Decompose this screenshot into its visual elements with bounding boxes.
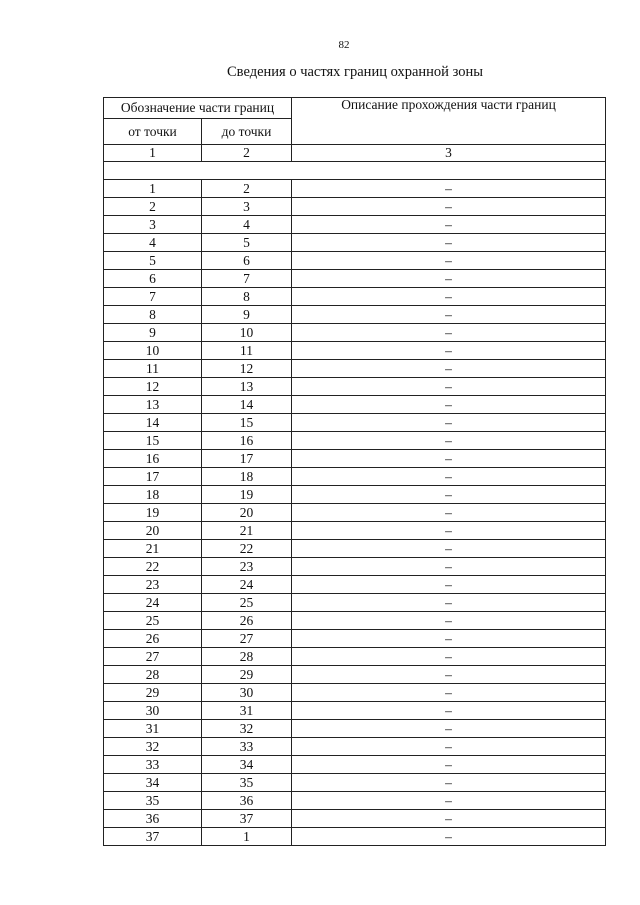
- from-point-cell: 6: [104, 270, 202, 288]
- from-point-cell: 33: [104, 756, 202, 774]
- description-cell: –: [292, 432, 606, 450]
- description-cell: –: [292, 504, 606, 522]
- table-row: [104, 396, 606, 414]
- from-point-cell: 18: [104, 486, 202, 504]
- to-point-cell: 13: [202, 378, 292, 396]
- description-cell: –: [292, 198, 606, 216]
- description-cell: –: [292, 288, 606, 306]
- to-point-cell: 1: [202, 828, 292, 846]
- table-row: [104, 288, 606, 306]
- from-point-cell: 29: [104, 684, 202, 702]
- to-point-cell: 17: [202, 450, 292, 468]
- description-cell: –: [292, 180, 606, 198]
- description-cell: –: [292, 234, 606, 252]
- to-point-cell: 23: [202, 558, 292, 576]
- from-point-cell: 27: [104, 648, 202, 666]
- from-point-cell: 12: [104, 378, 202, 396]
- to-point-cell: 14: [202, 396, 292, 414]
- to-point-cell: 11: [202, 342, 292, 360]
- from-point-cell: 5: [104, 252, 202, 270]
- table-row: [104, 792, 606, 810]
- table-row: [104, 810, 606, 828]
- from-point-cell: 22: [104, 558, 202, 576]
- table-row: [104, 270, 606, 288]
- from-point-cell: 34: [104, 774, 202, 792]
- to-point-cell: 21: [202, 522, 292, 540]
- description-cell: –: [292, 486, 606, 504]
- description-cell: –: [292, 612, 606, 630]
- from-point-cell: 8: [104, 306, 202, 324]
- table-row: [104, 540, 606, 558]
- from-point-cell: 25: [104, 612, 202, 630]
- to-point-cell: 5: [202, 234, 292, 252]
- from-point-cell: 15: [104, 432, 202, 450]
- description-cell: –: [292, 810, 606, 828]
- column-number: 3: [292, 145, 606, 162]
- description-cell: –: [292, 756, 606, 774]
- description-cell: –: [292, 378, 606, 396]
- description-cell: –: [292, 738, 606, 756]
- to-point-cell: 19: [202, 486, 292, 504]
- from-point-cell: 7: [104, 288, 202, 306]
- designation-header: Обозначение части границ: [104, 98, 292, 119]
- from-point-cell: 36: [104, 810, 202, 828]
- to-point-header: до точки: [202, 119, 292, 145]
- from-point-cell: 35: [104, 792, 202, 810]
- table-row: [104, 738, 606, 756]
- description-cell: –: [292, 324, 606, 342]
- to-point-cell: 28: [202, 648, 292, 666]
- to-point-cell: 24: [202, 576, 292, 594]
- to-point-cell: 36: [202, 792, 292, 810]
- description-cell: –: [292, 360, 606, 378]
- description-cell: –: [292, 414, 606, 432]
- to-point-cell: 20: [202, 504, 292, 522]
- from-point-cell: 21: [104, 540, 202, 558]
- from-point-cell: 14: [104, 414, 202, 432]
- description-cell: –: [292, 522, 606, 540]
- description-cell: –: [292, 558, 606, 576]
- table-row: [104, 450, 606, 468]
- to-point-cell: 4: [202, 216, 292, 234]
- description-cell: –: [292, 216, 606, 234]
- description-header: Описание прохождения части границ: [292, 98, 606, 145]
- description-cell: –: [292, 576, 606, 594]
- to-point-cell: 35: [202, 774, 292, 792]
- table-row: [104, 234, 606, 252]
- to-point-cell: 32: [202, 720, 292, 738]
- from-point-cell: 37: [104, 828, 202, 846]
- to-point-cell: 26: [202, 612, 292, 630]
- to-point-cell: 25: [202, 594, 292, 612]
- to-point-cell: 22: [202, 540, 292, 558]
- from-point-cell: 28: [104, 666, 202, 684]
- to-point-cell: 15: [202, 414, 292, 432]
- from-point-cell: 1: [104, 180, 202, 198]
- to-point-cell: 18: [202, 468, 292, 486]
- table-row: [104, 576, 606, 594]
- table-row: [104, 414, 606, 432]
- to-point-cell: 2: [202, 180, 292, 198]
- table-row: [104, 504, 606, 522]
- from-point-cell: 26: [104, 630, 202, 648]
- table-row: [104, 198, 606, 216]
- table-row: [104, 360, 606, 378]
- description-cell: –: [292, 666, 606, 684]
- to-point-cell: 9: [202, 306, 292, 324]
- to-point-cell: 31: [202, 702, 292, 720]
- description-cell: –: [292, 594, 606, 612]
- description-cell: –: [292, 270, 606, 288]
- description-cell: –: [292, 468, 606, 486]
- description-cell: –: [292, 792, 606, 810]
- table-row: [104, 252, 606, 270]
- description-cell: –: [292, 702, 606, 720]
- table-row: [104, 468, 606, 486]
- description-cell: –: [292, 684, 606, 702]
- from-point-cell: 20: [104, 522, 202, 540]
- from-point-cell: 11: [104, 360, 202, 378]
- description-cell: –: [292, 252, 606, 270]
- table-row: [104, 324, 606, 342]
- from-point-cell: 24: [104, 594, 202, 612]
- table-row: [104, 684, 606, 702]
- table-row: [104, 216, 606, 234]
- description-cell: –: [292, 630, 606, 648]
- description-cell: –: [292, 450, 606, 468]
- table-row: [104, 432, 606, 450]
- table-row: [104, 828, 606, 846]
- from-point-cell: 16: [104, 450, 202, 468]
- table-row: [104, 378, 606, 396]
- from-point-cell: 30: [104, 702, 202, 720]
- from-point-cell: 31: [104, 720, 202, 738]
- from-point-header: от точки: [104, 119, 202, 145]
- empty-cell: [104, 162, 606, 180]
- page-number: 82: [338, 39, 350, 51]
- description-cell: –: [292, 828, 606, 846]
- table-row: [104, 702, 606, 720]
- to-point-cell: 8: [202, 288, 292, 306]
- table-row: [104, 774, 606, 792]
- table-row: [104, 594, 606, 612]
- table-row: [104, 630, 606, 648]
- from-point-cell: 19: [104, 504, 202, 522]
- table-row: [104, 558, 606, 576]
- to-point-cell: 27: [202, 630, 292, 648]
- boundary-parts-table: [103, 97, 606, 846]
- to-point-cell: 37: [202, 810, 292, 828]
- from-point-cell: 23: [104, 576, 202, 594]
- from-point-cell: 13: [104, 396, 202, 414]
- table-row: [104, 756, 606, 774]
- table-row: [104, 342, 606, 360]
- to-point-cell: 3: [202, 198, 292, 216]
- table-row: [104, 486, 606, 504]
- to-point-cell: 34: [202, 756, 292, 774]
- from-point-cell: 4: [104, 234, 202, 252]
- description-cell: –: [292, 306, 606, 324]
- to-point-cell: 7: [202, 270, 292, 288]
- to-point-cell: 12: [202, 360, 292, 378]
- to-point-cell: 29: [202, 666, 292, 684]
- to-point-cell: 6: [202, 252, 292, 270]
- table-row: [104, 666, 606, 684]
- table-row: [104, 306, 606, 324]
- from-point-cell: 2: [104, 198, 202, 216]
- to-point-cell: 33: [202, 738, 292, 756]
- empty-section-row: [104, 162, 606, 180]
- from-point-cell: 17: [104, 468, 202, 486]
- description-cell: –: [292, 342, 606, 360]
- column-number: 1: [104, 145, 202, 162]
- table-row: [104, 180, 606, 198]
- to-point-cell: 30: [202, 684, 292, 702]
- from-point-cell: 32: [104, 738, 202, 756]
- table-row: [104, 720, 606, 738]
- from-point-cell: 3: [104, 216, 202, 234]
- description-cell: –: [292, 648, 606, 666]
- to-point-cell: 16: [202, 432, 292, 450]
- description-cell: –: [292, 540, 606, 558]
- to-point-cell: 10: [202, 324, 292, 342]
- column-number: 2: [202, 145, 292, 162]
- column-number-row: [104, 145, 606, 162]
- from-point-cell: 9: [104, 324, 202, 342]
- from-point-cell: 10: [104, 342, 202, 360]
- description-cell: –: [292, 774, 606, 792]
- table-row: [104, 612, 606, 630]
- description-cell: –: [292, 720, 606, 738]
- document-title: Сведения о частях границ охранной зоны: [227, 64, 483, 80]
- description-cell: –: [292, 396, 606, 414]
- table-row: [104, 648, 606, 666]
- table-row: [104, 522, 606, 540]
